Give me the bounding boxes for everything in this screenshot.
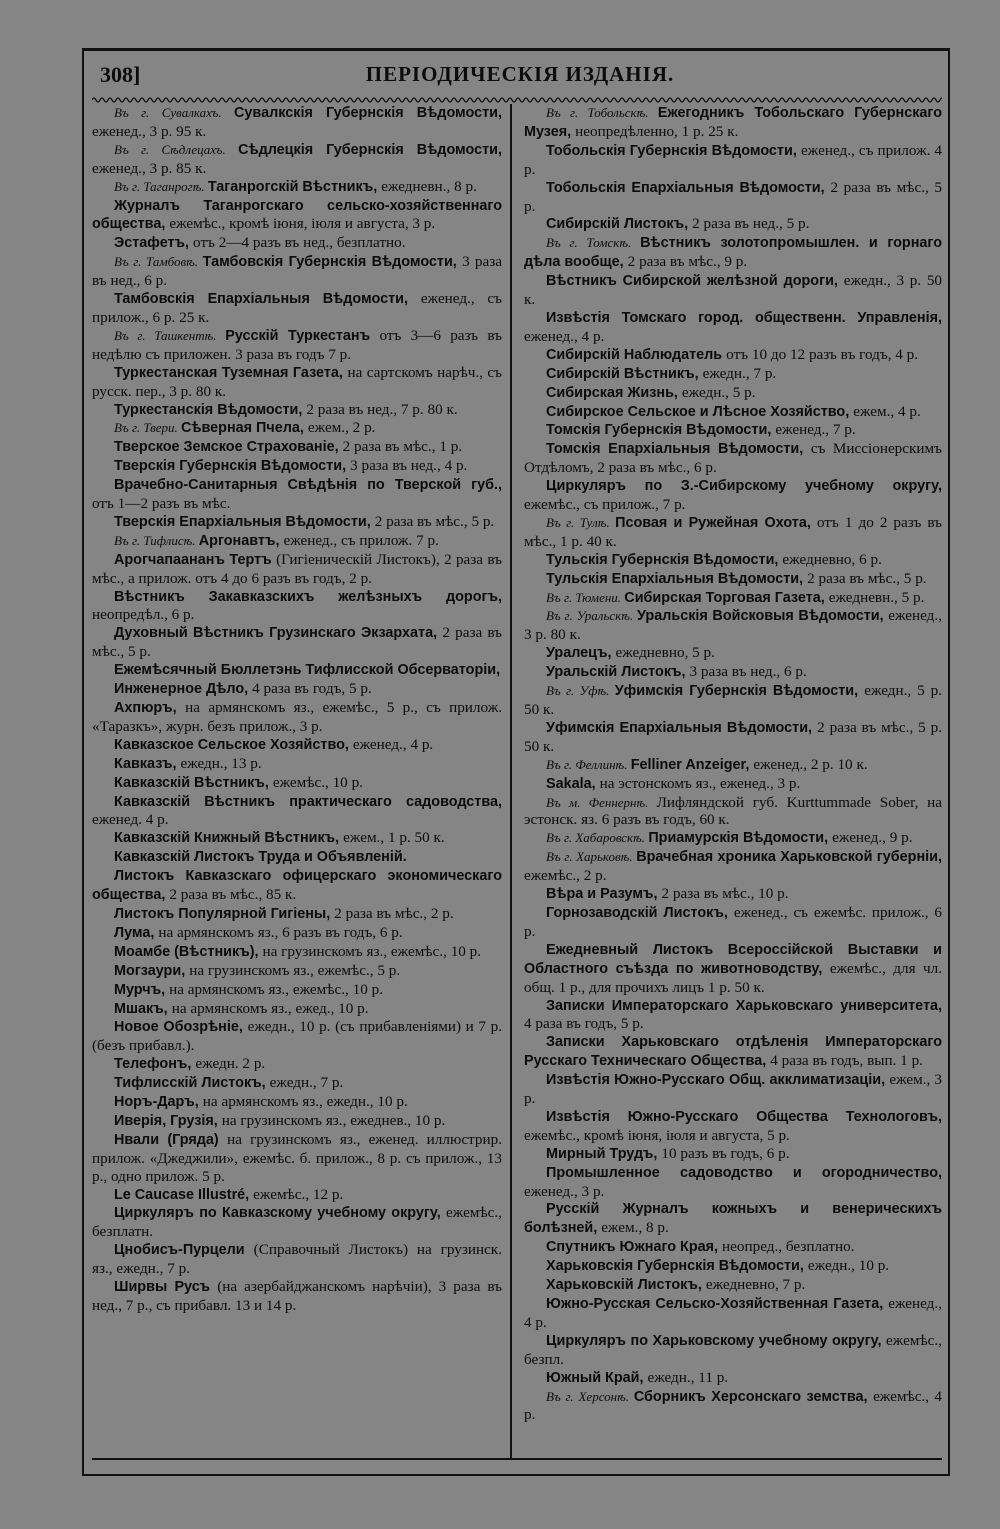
publication-details: отъ 1 до 2 разъ въ мѣс., 1 р. 40 к.	[524, 513, 942, 550]
bottom-rule	[92, 1458, 942, 1460]
publication-details: еженед., 4 р.	[524, 327, 605, 345]
listing-entry	[524, 104, 942, 142]
publication-details: ежедн., 10 р.	[807, 1257, 890, 1275]
publication-details: ежедн., 11 р.	[647, 1368, 729, 1386]
publication-title: Уралецъ,	[546, 645, 616, 662]
listing-entry	[92, 755, 502, 774]
publication-details: ежедневн., 5 р.	[828, 588, 925, 606]
city-label: Въ г. Ташкентѣ.	[114, 327, 226, 343]
publication-title: Таганрогскій Вѣстникъ,	[207, 178, 382, 195]
publication-title: Ежегодникъ Тобольскаго Губернскаго Музея,	[524, 105, 942, 140]
publication-title: Тверскія Епархіальныя Вѣдомости,	[114, 513, 375, 530]
publication-title: Циркуляръ по Кавказскому учебному округу,	[114, 1205, 447, 1222]
publication-details: 3 раза въ нед., 6 р.	[92, 253, 502, 290]
publication-title: Кавказское Сельское Хозяйство,	[114, 736, 353, 753]
listing-entry	[524, 607, 942, 644]
publication-title: Телефонъ,	[114, 1056, 196, 1073]
publication-title: Ахпюръ,	[114, 700, 186, 716]
publication-details: ежемѣс., 4 р.	[524, 1387, 942, 1424]
publication-details: ежемѣс., 12 р.	[253, 1185, 344, 1203]
listing-entry	[92, 1074, 502, 1093]
publication-title: Тверское Земское Страхованіе,	[114, 439, 343, 456]
publication-details: ежем., 1 р. 50 к.	[343, 829, 445, 847]
listing-entry	[92, 867, 502, 905]
publication-details: 2 раза въ мѣс., 5 р.	[92, 624, 502, 661]
listing-entry	[524, 997, 942, 1034]
publication-title: Тамбовскія Епархіальныя Вѣдомости,	[114, 291, 421, 308]
listing-entry	[92, 736, 502, 755]
publication-details: еженед., 4 р.	[352, 735, 434, 753]
city-label: Въ г. Харьковѣ.	[546, 849, 637, 865]
publication-title: Русскій Журналъ кожныхъ и венерическихъ болѣзней,	[524, 1201, 942, 1237]
publication-details: ежем., 4 р.	[853, 402, 921, 420]
listing-entry	[92, 476, 502, 513]
publication-details: ежемѣс., 10 р.	[272, 773, 363, 791]
city-label: Въ г. Тифлисѣ.	[114, 532, 199, 548]
publication-details: еженед., съ прилож. 4 р.	[524, 141, 943, 178]
publication-details: Лифляндской губ. Kurttummade Sober, на эстонск. яз. 6 разъ въ годъ, 60 к.	[524, 793, 943, 829]
publication-details: еженед., 3 р. 80 к.	[524, 607, 942, 644]
publication-details: ежедн., 7 р.	[702, 364, 777, 382]
publication-title: Тульскія Епархіальныя Вѣдомости,	[546, 570, 808, 587]
publication-title: Харьковскія Губернскія Вѣдомости,	[546, 1258, 808, 1275]
publication-details: на армянскомъ яз., ежемѣс., 5 р., съ прилож. «Таразкъ», журн. безъ прилож., 3 р.	[92, 699, 502, 735]
publication-title: Тверскія Губернскія Вѣдомости,	[114, 458, 351, 475]
publication-title: Извѣстія Томскаго город. общественн. Управленія,	[546, 309, 942, 326]
publication-details: 4 раза въ годъ, вып. 1 р.	[770, 1052, 923, 1070]
publication-details: (Гигіеническій Листокъ), 2 раза въ мѣс., а прилож. отъ 4 до 6 разъ въ годъ, 2 р.	[92, 550, 502, 587]
publication-title: Томскія Губернскія Вѣдомости,	[546, 422, 776, 439]
listing-entry	[524, 1257, 942, 1276]
publication-title: Сѣверная Пчела,	[181, 420, 308, 437]
city-label: Въ г. Твери.	[114, 420, 182, 436]
publication-title: Ежемѣсячный Бюллетэнь Тифлисской Обсерваторіи,	[114, 662, 501, 679]
listing-entry	[92, 829, 502, 848]
listing-entry	[92, 551, 502, 588]
publication-details: 2 раза въ нед., 5 р.	[692, 215, 810, 233]
publication-title: Мурчъ,	[114, 981, 170, 998]
publication-title: Спутникъ Южнаго Края,	[546, 1239, 723, 1256]
publication-title: Ежедневный Листокъ Всероссійской Выставки и Областного съѣзда по животноводству,	[524, 941, 942, 977]
publication-details: ежемѣс., для чл. общ. 1 р., для прочихъ лицъ 1 р. 50 к.	[524, 959, 942, 996]
city-label: Въ г. Тюмени.	[546, 589, 625, 605]
publication-details: отъ 1—2 разъ въ мѣс.	[92, 495, 231, 513]
listing-entry	[524, 1369, 942, 1388]
publication-title: Тобольскія Епархіальныя Вѣдомости,	[546, 179, 831, 196]
city-label: Въ г. Сѣдлецахъ.	[114, 141, 239, 157]
publication-details: еженед., съ прилож., 6 р. 25 к.	[92, 290, 502, 326]
publication-details: ежем., 2 р.	[307, 419, 376, 437]
publication-title: Сибирскій Вѣстникъ,	[546, 365, 703, 382]
publication-details: на грузинскомъ яз., ежемѣс., 5 р.	[189, 961, 401, 979]
publication-title: Уральскія Войсковыя Вѣдомости,	[637, 608, 889, 625]
publication-details: еженед., 7 р.	[775, 421, 856, 439]
publication-title: Уфимскія Губернскія Вѣдомости,	[614, 683, 865, 700]
listing-entry	[524, 365, 942, 384]
listing-entry	[524, 272, 942, 309]
publication-title: Felliner Anzeiger,	[630, 756, 754, 773]
publication-details: на армянскомъ яз., ежедн., 10 р.	[202, 1093, 408, 1111]
listing-entry	[92, 1241, 502, 1278]
listing-entry	[92, 1186, 502, 1205]
publication-title: Сибирскій Листокъ,	[546, 216, 693, 233]
publication-title: Промышленное садоводство и огородничество,	[546, 1164, 942, 1181]
listing-entry	[92, 290, 502, 327]
listing-entry	[524, 775, 942, 794]
publication-details: еженед., 2 р. 10 к.	[753, 755, 868, 773]
publication-details: на армянскомъ яз., ежемѣс., 10 р.	[169, 980, 383, 998]
publication-details: 3 раза въ нед., 4 р.	[350, 457, 468, 475]
listing-entry	[92, 327, 502, 364]
publication-details: на армянскомъ яз., ежед., 10 р.	[171, 999, 369, 1017]
listing-entry	[92, 1000, 502, 1019]
publication-title: Новое Обозрѣніе,	[114, 1019, 248, 1036]
publication-title: Уфимскія Епархіальныя Вѣдомости,	[546, 719, 818, 736]
city-label: Въ г. Тамбовѣ.	[114, 254, 203, 270]
listing-entry	[524, 682, 942, 719]
listing-entry	[92, 905, 502, 924]
listing-entry	[524, 1388, 942, 1425]
publication-title: Южно-Русская Сельско-Хозяйственная Газета,	[546, 1296, 889, 1312]
listing-entry	[92, 1204, 502, 1241]
publication-title: Врачебная хроника Харьковской губерніи,	[636, 849, 942, 866]
publication-title: Тамбовскія Губернскія Вѣдомости,	[202, 254, 463, 271]
listing-entry	[92, 848, 502, 867]
publication-title: Арогчапаананъ Тертъ	[114, 551, 277, 568]
publication-details: на грузинскомъ яз., ежемѣс., 10 р.	[262, 942, 482, 960]
publication-title: Псовая и Ружейная Охота,	[615, 514, 818, 531]
city-label: Въ г. Томскѣ.	[546, 235, 641, 251]
publication-title: Тобольскія Губернскія Вѣдомости,	[546, 142, 802, 159]
listing-entry	[92, 532, 502, 551]
publication-title: Сибирское Сельское и Лѣсное Хозяйство,	[546, 403, 854, 420]
listing-entry	[92, 234, 502, 253]
listing-entry	[524, 309, 942, 346]
listing-entry	[92, 1278, 502, 1315]
listing-entry	[524, 1200, 942, 1238]
publication-details: на армянскомъ яз., 6 разъ въ годъ, 6 р.	[158, 923, 403, 941]
publication-details: (Справочный Листокъ) на грузинск. яз., ежедн., 7 р.	[92, 1241, 502, 1278]
publication-details: еженед., 3 р. 95 к.	[92, 122, 207, 140]
listing-entry	[524, 589, 942, 608]
listing-entry	[524, 1071, 942, 1108]
publication-details: ежедн. 2 р.	[195, 1055, 266, 1073]
publication-details: 4 раза въ годъ, 5 р.	[524, 1015, 644, 1033]
publication-details: ежем., 8 р.	[601, 1219, 669, 1237]
listing-entry	[524, 142, 942, 179]
publication-title: Вѣстникъ Закавказскихъ желѣзныхъ дорогъ,	[114, 588, 502, 605]
publication-details: ежедн., 13 р.	[180, 754, 262, 772]
listing-entry	[524, 1238, 942, 1257]
listing-entry	[92, 588, 502, 625]
publication-details: ежедневно, 7 р.	[705, 1276, 806, 1294]
listing-entry	[524, 644, 942, 663]
publication-title: Сѣдлецкія Губернскія Вѣдомости,	[238, 141, 502, 158]
publication-details: еженед., 3 р. 85 к.	[92, 159, 207, 177]
publication-title: Духовный Вѣстникъ Грузинскаго Экзархата,	[114, 625, 443, 642]
listing-entry	[524, 1145, 942, 1164]
city-label: Въ г. Сувалкахъ.	[114, 105, 235, 120]
publication-details: ежедн., 5 р.	[681, 383, 756, 401]
publication-title: Уральскій Листокъ,	[546, 664, 690, 681]
publication-title: Ширвы Русъ	[114, 1279, 218, 1296]
city-label: Въ г. Херсонѣ.	[546, 1388, 634, 1404]
listing-entry	[92, 1112, 502, 1131]
publication-title: Сибирская Торговая Газета,	[624, 589, 829, 606]
publication-details: 2 раза въ нед., 7 р. 80 к.	[306, 400, 458, 418]
publication-title: Циркуляръ по З.-Сибирскому учебному округу,	[546, 478, 942, 495]
publication-title: Норъ-Даръ,	[114, 1094, 203, 1111]
page-title: ПЕРІОДИЧЕСКІЯ ИЗДАНІЯ.	[365, 62, 675, 86]
publication-title: Туркестанскія Вѣдомости,	[114, 401, 307, 418]
publication-details: ежедн., 7 р.	[269, 1074, 344, 1092]
publication-details: отъ 10 до 12 разъ въ годъ, 4 р.	[726, 345, 919, 363]
publication-details: ежемѣс., кромѣ іюня, іюля и августа, 5 р.	[524, 1126, 790, 1144]
city-label: Въ г. Феллинѣ.	[546, 756, 631, 772]
city-label: Въ г. Уральскѣ.	[546, 608, 638, 624]
publication-title: Sakala,	[546, 775, 600, 792]
listing-entry	[92, 962, 502, 981]
publication-details: 2 раза въ мѣс., 1 р.	[342, 438, 463, 456]
publication-details: еженед., 4 р.	[524, 1295, 942, 1331]
listing-entry	[92, 661, 502, 680]
publication-details: неопредѣленно, 1 р. 25 к.	[575, 122, 739, 140]
publication-title: Моамбе (Вѣстникъ),	[114, 943, 263, 960]
publication-details: ежедневн., 8 р.	[381, 177, 477, 195]
publication-title: Могзаури,	[114, 962, 190, 979]
listing-entry	[524, 756, 942, 775]
listing-entry	[92, 1093, 502, 1112]
publication-title: Цнобисъ-Пурцели	[114, 1242, 254, 1259]
listing-entry	[524, 794, 942, 830]
publication-title: Кавказъ,	[114, 755, 181, 772]
publication-details: 2 раза въ мѣс., 5 р.	[807, 569, 927, 587]
city-label: Въ г. Уфѣ.	[546, 683, 615, 699]
listing-entry	[524, 1108, 942, 1145]
publication-details: еженед., съ ежемѣс. прилож., 6 р.	[524, 903, 942, 940]
publication-details: ежемѣс., съ прилож., 7 р.	[524, 496, 686, 514]
listing-entry	[524, 719, 942, 756]
publication-details: ежедневно, 5 р.	[615, 644, 715, 662]
publication-title: Листокъ Популярной Гигіены,	[114, 905, 335, 922]
city-label: Въ г. Таганрогѣ.	[114, 178, 208, 194]
listing-entry	[92, 793, 502, 830]
publication-details: съ Миссіонерскимъ Отдѣломъ, 2 раза въ мѣс., 6 р.	[524, 440, 942, 477]
publication-title: Инженерное Дѣло,	[114, 681, 253, 698]
publication-details: еженед., съ прилож. 7 р.	[283, 531, 439, 549]
listing-entry	[92, 364, 502, 401]
publication-details: отъ 3—6 разъ въ недѣлю съ приложен. 3 раза въ годъ 7 р.	[92, 326, 502, 363]
publication-details: 2 раза въ мѣс., 9 р.	[627, 253, 748, 271]
listing-entry	[524, 179, 942, 216]
publication-title: Сибирская Жизнь,	[546, 384, 682, 401]
listing-entry	[524, 403, 942, 422]
listing-entry	[92, 1018, 502, 1055]
listing-entry	[524, 514, 942, 551]
listing-entry	[524, 551, 942, 570]
listing-entry	[524, 346, 942, 365]
column-divider	[510, 104, 512, 1458]
publication-details: неопредѣл., 6 р.	[92, 606, 195, 624]
publication-details: 2 раза въ мѣс., 85 к.	[169, 886, 297, 904]
publication-details: на эстонскомъ яз., еженед., 3 р.	[599, 774, 801, 792]
publication-title: Сборникъ Херсонскаго земства,	[633, 1388, 874, 1405]
publication-details: 10 разъ въ годъ, 6 р.	[661, 1144, 790, 1162]
listing-entry	[524, 570, 942, 589]
publication-details: (на азербайджанскомъ нарѣчіи), 3 раза въ нед., 7 р., съ прибавл. 13 и 14 р.	[92, 1278, 503, 1314]
publication-details: 2 раза въ мѣс., 2 р.	[334, 904, 454, 922]
publication-title: Сувалкскія Губернскія Вѣдомости,	[234, 105, 502, 121]
publication-title: Кавказскій Книжный Вѣстникъ,	[114, 830, 344, 847]
publication-details: 2 раза въ мѣс., 5 р.	[524, 178, 942, 215]
listing-entry	[524, 904, 942, 941]
publication-title: Кавказскій Вѣстникъ практическаго садоводства,	[114, 793, 502, 810]
city-label: Въ м. Феннернѣ.	[546, 794, 657, 810]
listing-entry	[524, 1164, 942, 1201]
publication-title: Приамурскія Вѣдомости,	[648, 830, 833, 847]
listing-entry	[92, 513, 502, 532]
publication-details: отъ 2—4 разъ въ нед., безплатно.	[193, 234, 406, 252]
publication-title: Кавказскій Листокъ Труда и Объявленій.	[114, 849, 407, 866]
publication-details: на грузинскомъ яз., ежеднев., 10 р.	[221, 1111, 446, 1129]
listing-entry	[524, 477, 942, 514]
publication-title: Извѣстія Южно-Русскаго Общ. акклиматизаціи,	[546, 1072, 890, 1089]
city-label: Въ г. Тулѣ.	[546, 514, 616, 530]
publication-details: 3 раза въ нед., 6 р.	[689, 663, 807, 681]
listing-entry	[524, 663, 942, 682]
publication-title: Вѣстникъ Сибирской желѣзной дороги,	[546, 273, 844, 290]
publication-details: ежедн., 10 р. (съ прибавленіями) и 7 р. (безъ прибавл.).	[92, 1018, 502, 1055]
page-header	[100, 58, 940, 92]
publication-details: ежемѣс., безпл.	[524, 1331, 942, 1368]
publication-details: 2 раза въ мѣс., 5 р. 50 к.	[524, 718, 942, 755]
publication-title: Русскій Туркестанъ	[225, 327, 380, 344]
listing-entry	[524, 421, 942, 440]
listing-entry	[524, 1332, 942, 1369]
listing-entry	[92, 924, 502, 943]
listing-entry	[92, 774, 502, 793]
listing-entry	[524, 848, 942, 885]
listing-entry	[92, 178, 502, 197]
listing-entry	[92, 680, 502, 699]
city-label: Въ г. Тобольскѣ.	[546, 105, 658, 120]
publication-details: ежедн., 3 р. 50 к.	[524, 272, 943, 309]
listing-entry	[92, 981, 502, 1000]
city-label: Въ г. Хабаровскѣ.	[546, 830, 649, 846]
publication-details: ежемѣс., безплатн.	[92, 1204, 502, 1241]
publication-title: Томскія Епархіальныя Вѣдомости,	[546, 441, 811, 458]
publication-title: Листокъ Кавказскаго офицерскаго экономическаго общества,	[92, 868, 502, 904]
publication-details: ежедн., 5 р. 50 к.	[524, 682, 942, 718]
publication-title: Извѣстія Южно-Русскаго Общества Технологовъ,	[546, 1108, 942, 1125]
listing-entry	[92, 457, 502, 476]
publication-title: Иверія, Грузія,	[114, 1112, 222, 1129]
listing-entry	[524, 1033, 942, 1071]
listing-entry	[92, 141, 502, 178]
publication-title: Туркестанская Туземная Газета,	[114, 364, 348, 381]
publication-title: Мшакъ,	[114, 1000, 172, 1017]
listing-entry	[92, 624, 502, 661]
publication-details: 2 раза въ мѣс., 10 р.	[661, 885, 789, 903]
publication-title: Le Caucase Illustré,	[114, 1186, 254, 1203]
listing-entry	[92, 699, 502, 736]
publication-title: Записки Харьковскаго отдѣленія Императорскаго Русскаго Техническаго Общества,	[524, 1034, 942, 1070]
publication-title: Вѣстникъ золотопромышлен. и горнаго дѣла вообще,	[524, 235, 942, 271]
publication-details: еженед., 9 р.	[832, 829, 913, 847]
publication-details: еженед. 4 р.	[92, 811, 169, 829]
listing-entry	[92, 419, 502, 438]
right-column	[524, 104, 942, 1424]
listing-entry	[92, 1055, 502, 1074]
listing-entry	[524, 885, 942, 904]
publication-title: Сибирскій Наблюдатель	[546, 346, 727, 363]
listing-entry	[92, 401, 502, 420]
publication-details: еженед., 3 р.	[524, 1182, 605, 1200]
publication-details: ежедневно, 6 р.	[782, 550, 882, 568]
publication-title: Тульскія Губернскія Вѣдомости,	[546, 551, 783, 568]
listing-entry	[524, 1276, 942, 1295]
left-column	[92, 104, 502, 1315]
publication-title: Эстафетъ,	[114, 235, 194, 252]
publication-details: 2 раза въ мѣс., 5 р.	[374, 512, 495, 530]
listing-entry	[92, 197, 502, 235]
publication-title: Кавказскій Вѣстникъ,	[114, 774, 273, 791]
publication-title: Лума,	[114, 924, 159, 941]
listing-entry	[524, 440, 942, 477]
publication-details: ежем., 3 р.	[524, 1071, 942, 1108]
publication-title: Циркуляръ по Харьковскому учебному округу,	[546, 1332, 887, 1349]
publication-title: Мирный Трудъ,	[546, 1145, 662, 1162]
publication-details: на грузинскомъ яз., еженед. иллюстрир. прилож. «Джеджили», ежемѣс. б. прилож., 8 р. съ прилож., 13 р., одно прилож. 5 р.	[92, 1130, 502, 1185]
publication-title: Журналъ Таганрогскаго сельско-хозяйственнаго общества,	[92, 197, 502, 233]
publication-title: Нвали (Грядa)	[114, 1131, 228, 1148]
listing-entry	[524, 234, 942, 272]
publication-details: на сартскомъ нарѣч., съ русск. пер., 3 р. 80 к.	[92, 363, 502, 400]
listing-entry	[92, 438, 502, 457]
publication-title: Харьковскій Листокъ,	[546, 1277, 706, 1294]
listing-entry	[524, 384, 942, 403]
publication-title: Аргонавтъ,	[198, 532, 284, 549]
listing-entry	[92, 943, 502, 962]
publication-title: Тифлисскій Листокъ,	[114, 1075, 270, 1092]
publication-title: Южный Край,	[546, 1369, 648, 1386]
listing-entry	[524, 215, 942, 234]
publication-title: Врачебно-Санитарныя Свѣдѣнія по Тверской губ.,	[114, 477, 502, 494]
publication-details: 4 раза въ годъ, 5 р.	[252, 680, 372, 698]
publication-details: неопред., безплатно.	[722, 1238, 855, 1256]
listing-entry	[524, 829, 942, 848]
listing-entry	[92, 253, 502, 290]
publication-title: Вѣра и Разумъ,	[546, 886, 662, 903]
listing-entry	[524, 1295, 942, 1332]
publication-details: ежемѣс., кромѣ іюня, іюля и августа, 3 р.	[169, 215, 436, 233]
page-number: 308]	[100, 62, 141, 87]
listing-entry	[92, 1131, 502, 1186]
listing-entry	[92, 104, 502, 141]
listing-entry	[524, 941, 942, 997]
publication-title: Записки Императорскаго Харьковскаго университета,	[546, 997, 942, 1014]
publication-details: ежемѣс., 2 р.	[524, 867, 607, 885]
publication-title: Горнозаводскій Листокъ,	[546, 904, 734, 921]
